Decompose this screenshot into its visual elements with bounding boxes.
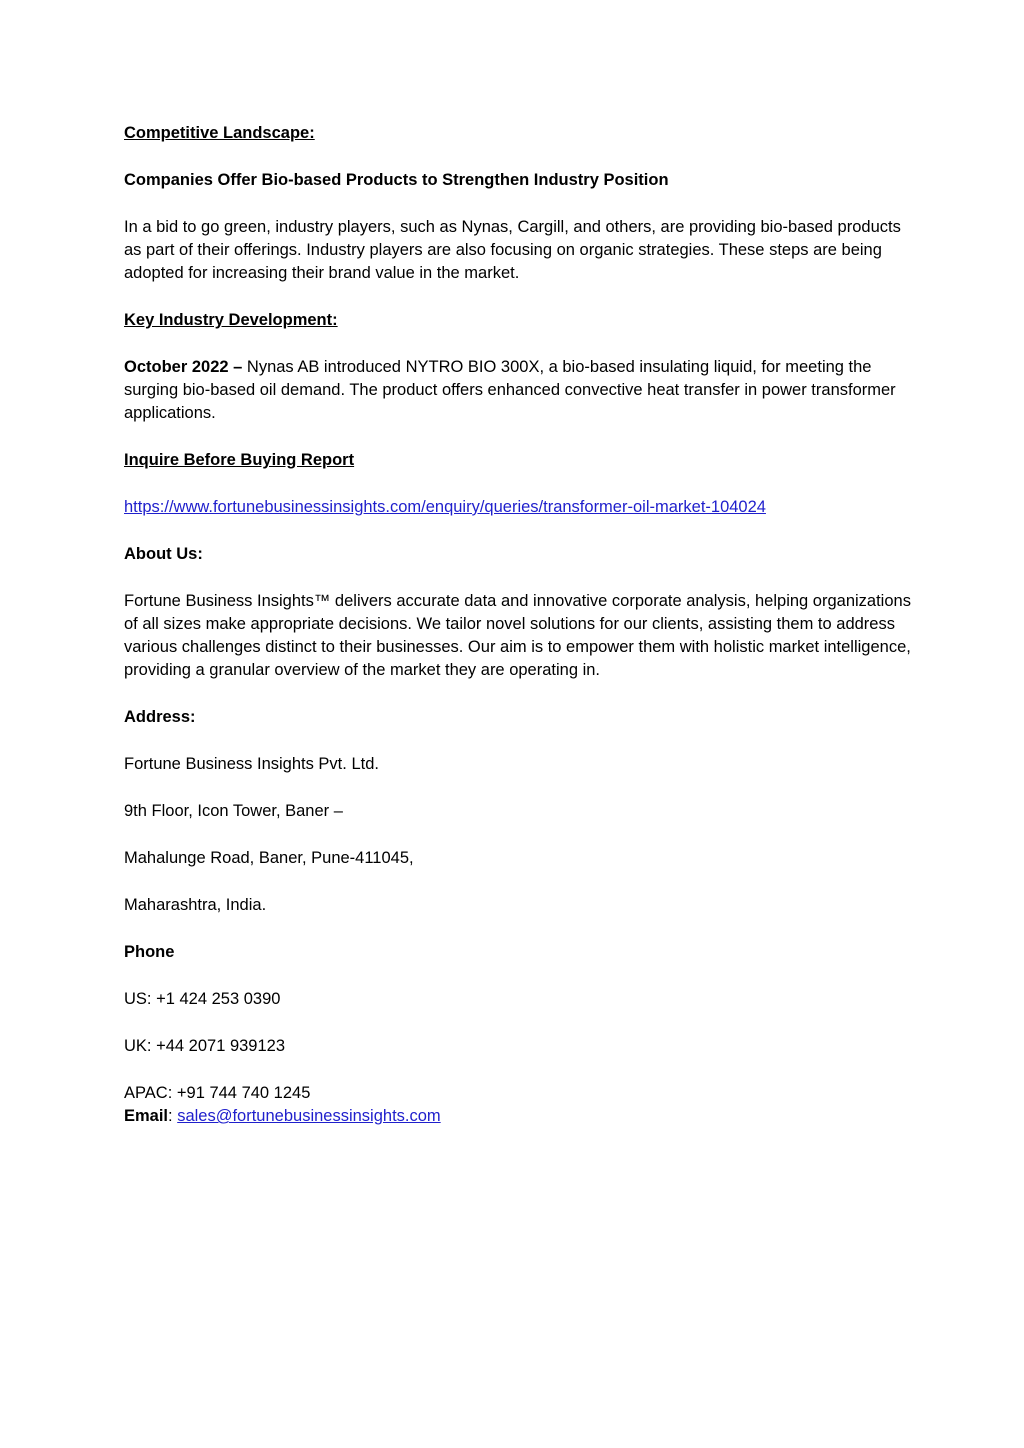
address-line: 9th Floor, Icon Tower, Baner –: [124, 802, 343, 820]
inquire-link[interactable]: https://www.fortunebusinessinsights.com/enquiry/queries/transformer-oil-market-104024: [124, 498, 766, 516]
competitive-subheading: Companies Offer Bio-based Products to Strengthen Industry Position: [124, 171, 669, 189]
phone-apac: APAC: +91 744 740 1245: [124, 1084, 311, 1102]
phone-us: US: +1 424 253 0390: [124, 990, 281, 1008]
key-development-body: [124, 356, 914, 425]
development-text: Nynas AB introduced NYTRO BIO 300X, a bio-based insulating liquid, for meeting the surging bio-based oil demand. The product offers enhanced convective heat transfer in power transformer applications.: [124, 358, 896, 422]
email-separator: :: [168, 1107, 178, 1125]
about-heading: About Us:: [124, 545, 203, 563]
inquire-heading: Inquire Before Buying Report: [124, 451, 355, 469]
competitive-body: In a bid to go green, industry players, such as Nynas, Cargill, and others, are providing bio-based products as part of their offerings. Industry players are also focusing on organic strategies. These steps are being adopted for increasing their brand value in the market.: [124, 218, 901, 282]
address-line: Mahalunge Road, Baner, Pune-411045,: [124, 849, 414, 867]
email-line: [124, 1105, 914, 1128]
phone-heading: Phone: [124, 943, 175, 961]
email-link[interactable]: sales@fortunebusinessinsights.com: [177, 1107, 441, 1125]
address-heading: Address:: [124, 708, 196, 726]
about-body: Fortune Business Insights™ delivers accurate data and innovative corporate analysis, helping organizations of all sizes make appropriate decisions. We tailor novel solutions for our clients, assisting them to address various challenges distinct to their businesses. Our aim is to empower them with holistic market intelligence, providing a granular overview of the market they are operating in.: [124, 592, 911, 679]
competitive-landscape-heading: Competitive Landscape:: [124, 124, 315, 142]
address-line: Maharashtra, India.: [124, 896, 267, 914]
document-page: [124, 122, 914, 1128]
address-line: Fortune Business Insights Pvt. Ltd.: [124, 755, 379, 773]
email-label: Email: [124, 1107, 169, 1125]
inquire-link-line: [124, 496, 914, 519]
phone-uk: UK: +44 2071 939123: [124, 1037, 286, 1055]
development-date: October 2022 –: [124, 358, 243, 376]
key-development-heading: Key Industry Development:: [124, 311, 338, 329]
